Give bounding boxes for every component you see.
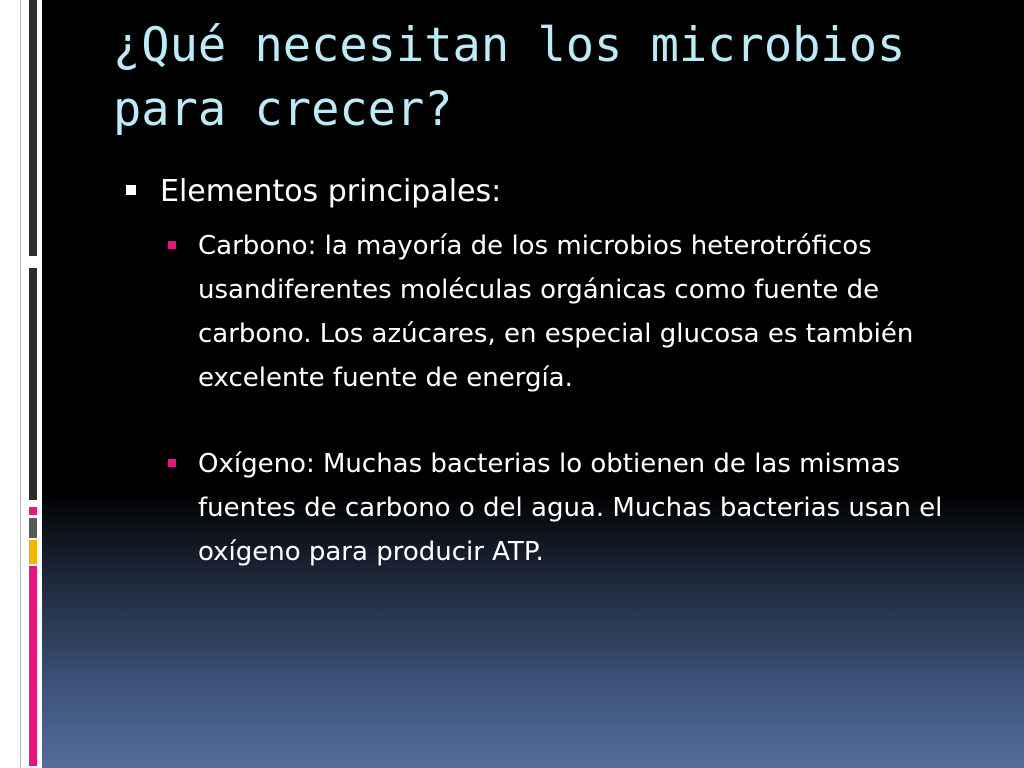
band-stripe-yellow: [29, 540, 37, 564]
band-stripe-dark-top: [29, 0, 37, 256]
sub-bullet-text: Oxígeno: Muchas bacterias lo obtienen de las mismas fuentes de carbono o del agua. Muchas bacterias usan el oxígeno para producir ATP.: [198, 449, 943, 567]
band-divider-line: [20, 0, 21, 768]
slide-body: [126, 170, 976, 574]
spacer: [126, 400, 976, 442]
heading-bullet-text: Elementos principales:: [160, 174, 502, 209]
band-stripe-dark-middle: [29, 268, 37, 500]
band-stripe-pink-small: [29, 507, 37, 515]
sub-bullet-item-oxigeno: [126, 442, 976, 574]
pink-square-bullet-icon: [168, 241, 176, 249]
left-decorative-band: [0, 0, 42, 768]
band-stripe-gray: [29, 518, 37, 538]
slide-title: ¿Qué necesitan los microbios para crecer?: [113, 18, 906, 137]
square-bullet-icon: [126, 185, 136, 195]
sub-bullet-item-carbono: [126, 224, 976, 400]
pink-square-bullet-icon: [168, 459, 176, 467]
sub-bullet-text: Carbono: la mayoría de los microbios heterotróficos usandiferentes moléculas orgánicas como fuente de carbono. Los azúcares, en especial glucosa es también excelente fuente de energía.: [198, 231, 914, 393]
heading-bullet-item: [126, 170, 976, 214]
band-stripe-pink-bottom: [29, 566, 37, 766]
